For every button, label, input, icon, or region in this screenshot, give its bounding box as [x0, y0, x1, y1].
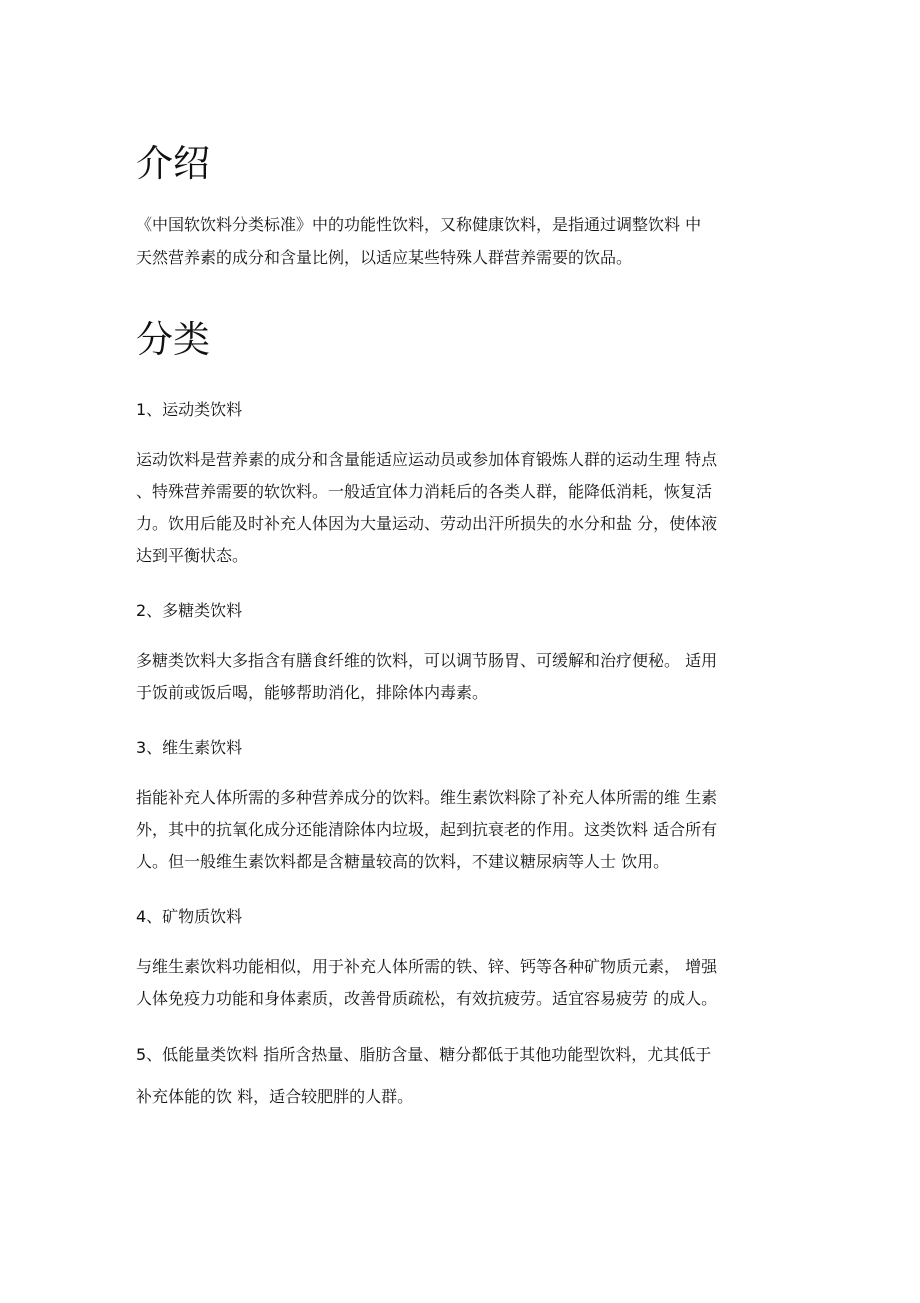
- section-low-energy-line: 5、低能量类饮料 指所含热量、脂肪含量、糖分都低于其他功能型饮料，尤其低于: [136, 1045, 712, 1064]
- section-line: 人体免疫力功能和身体素质，改善骨质疏松，有效抗疲劳。适宜容易疲劳 的成人。: [136, 989, 718, 1008]
- section-line: 运动饮料是营养素的成分和含量能适应运动员或参加体育锻炼人群的运动生理 特点: [136, 450, 718, 469]
- section-line: 于饭前或饭后喝，能够帮助消化，排除体内毒素。: [136, 683, 489, 702]
- section-title-vitamin: 3、维生素饮料: [136, 738, 243, 757]
- classification-heading: 分类: [136, 318, 210, 361]
- section-low-energy-line: 补充体能的饮 料，适合较肥胖的人群。: [136, 1087, 414, 1106]
- section-title-mineral: 4、矿物质饮料: [136, 907, 243, 926]
- section-line: 人。但一般维生素饮料都是含糖量较高的饮料，不建议糖尿病等人士 饮用。: [136, 852, 670, 871]
- section-line: 、特殊营养需要的软饮料。一般适宜体力消耗后的各类人群，能降低消耗，恢复活: [136, 482, 713, 501]
- section-line: 多糖类饮料大多指含有膳食纤维的饮料，可以调节肠胃、可缓解和治疗便秘。 适用: [136, 651, 718, 670]
- section-line: 达到平衡状态。: [136, 546, 249, 565]
- section-line: 指能补充人体所需的多种营养成分的饮料。维生素饮料除了补充人体所需的维 生素: [136, 788, 718, 807]
- section-line: 力。饮用后能及时补充人体因为大量运动、劳动出汗所损失的水分和盐 分，使体液: [136, 514, 718, 533]
- intro-line: 天然营养素的成分和含量比例，以适应某些特殊人群营养需要的饮品。: [136, 248, 633, 267]
- intro-line: 《中国软饮料分类标准》中的功能性饮料，又称健康饮料，是指通过调整饮料 中: [136, 215, 702, 234]
- section-line: 外，其中的抗氧化成分还能清除体内垃圾，起到抗衰老的作用。这类饮料 适合所有: [136, 820, 718, 839]
- section-title-sports: 1、运动类饮料: [136, 400, 243, 419]
- intro-heading: 介绍: [136, 142, 210, 185]
- section-line: 与维生素饮料功能相似，用于补充人体所需的铁、锌、钙等各种矿物质元素， 增强: [136, 957, 718, 976]
- section-title-polysaccharide: 2、多糖类饮料: [136, 601, 243, 620]
